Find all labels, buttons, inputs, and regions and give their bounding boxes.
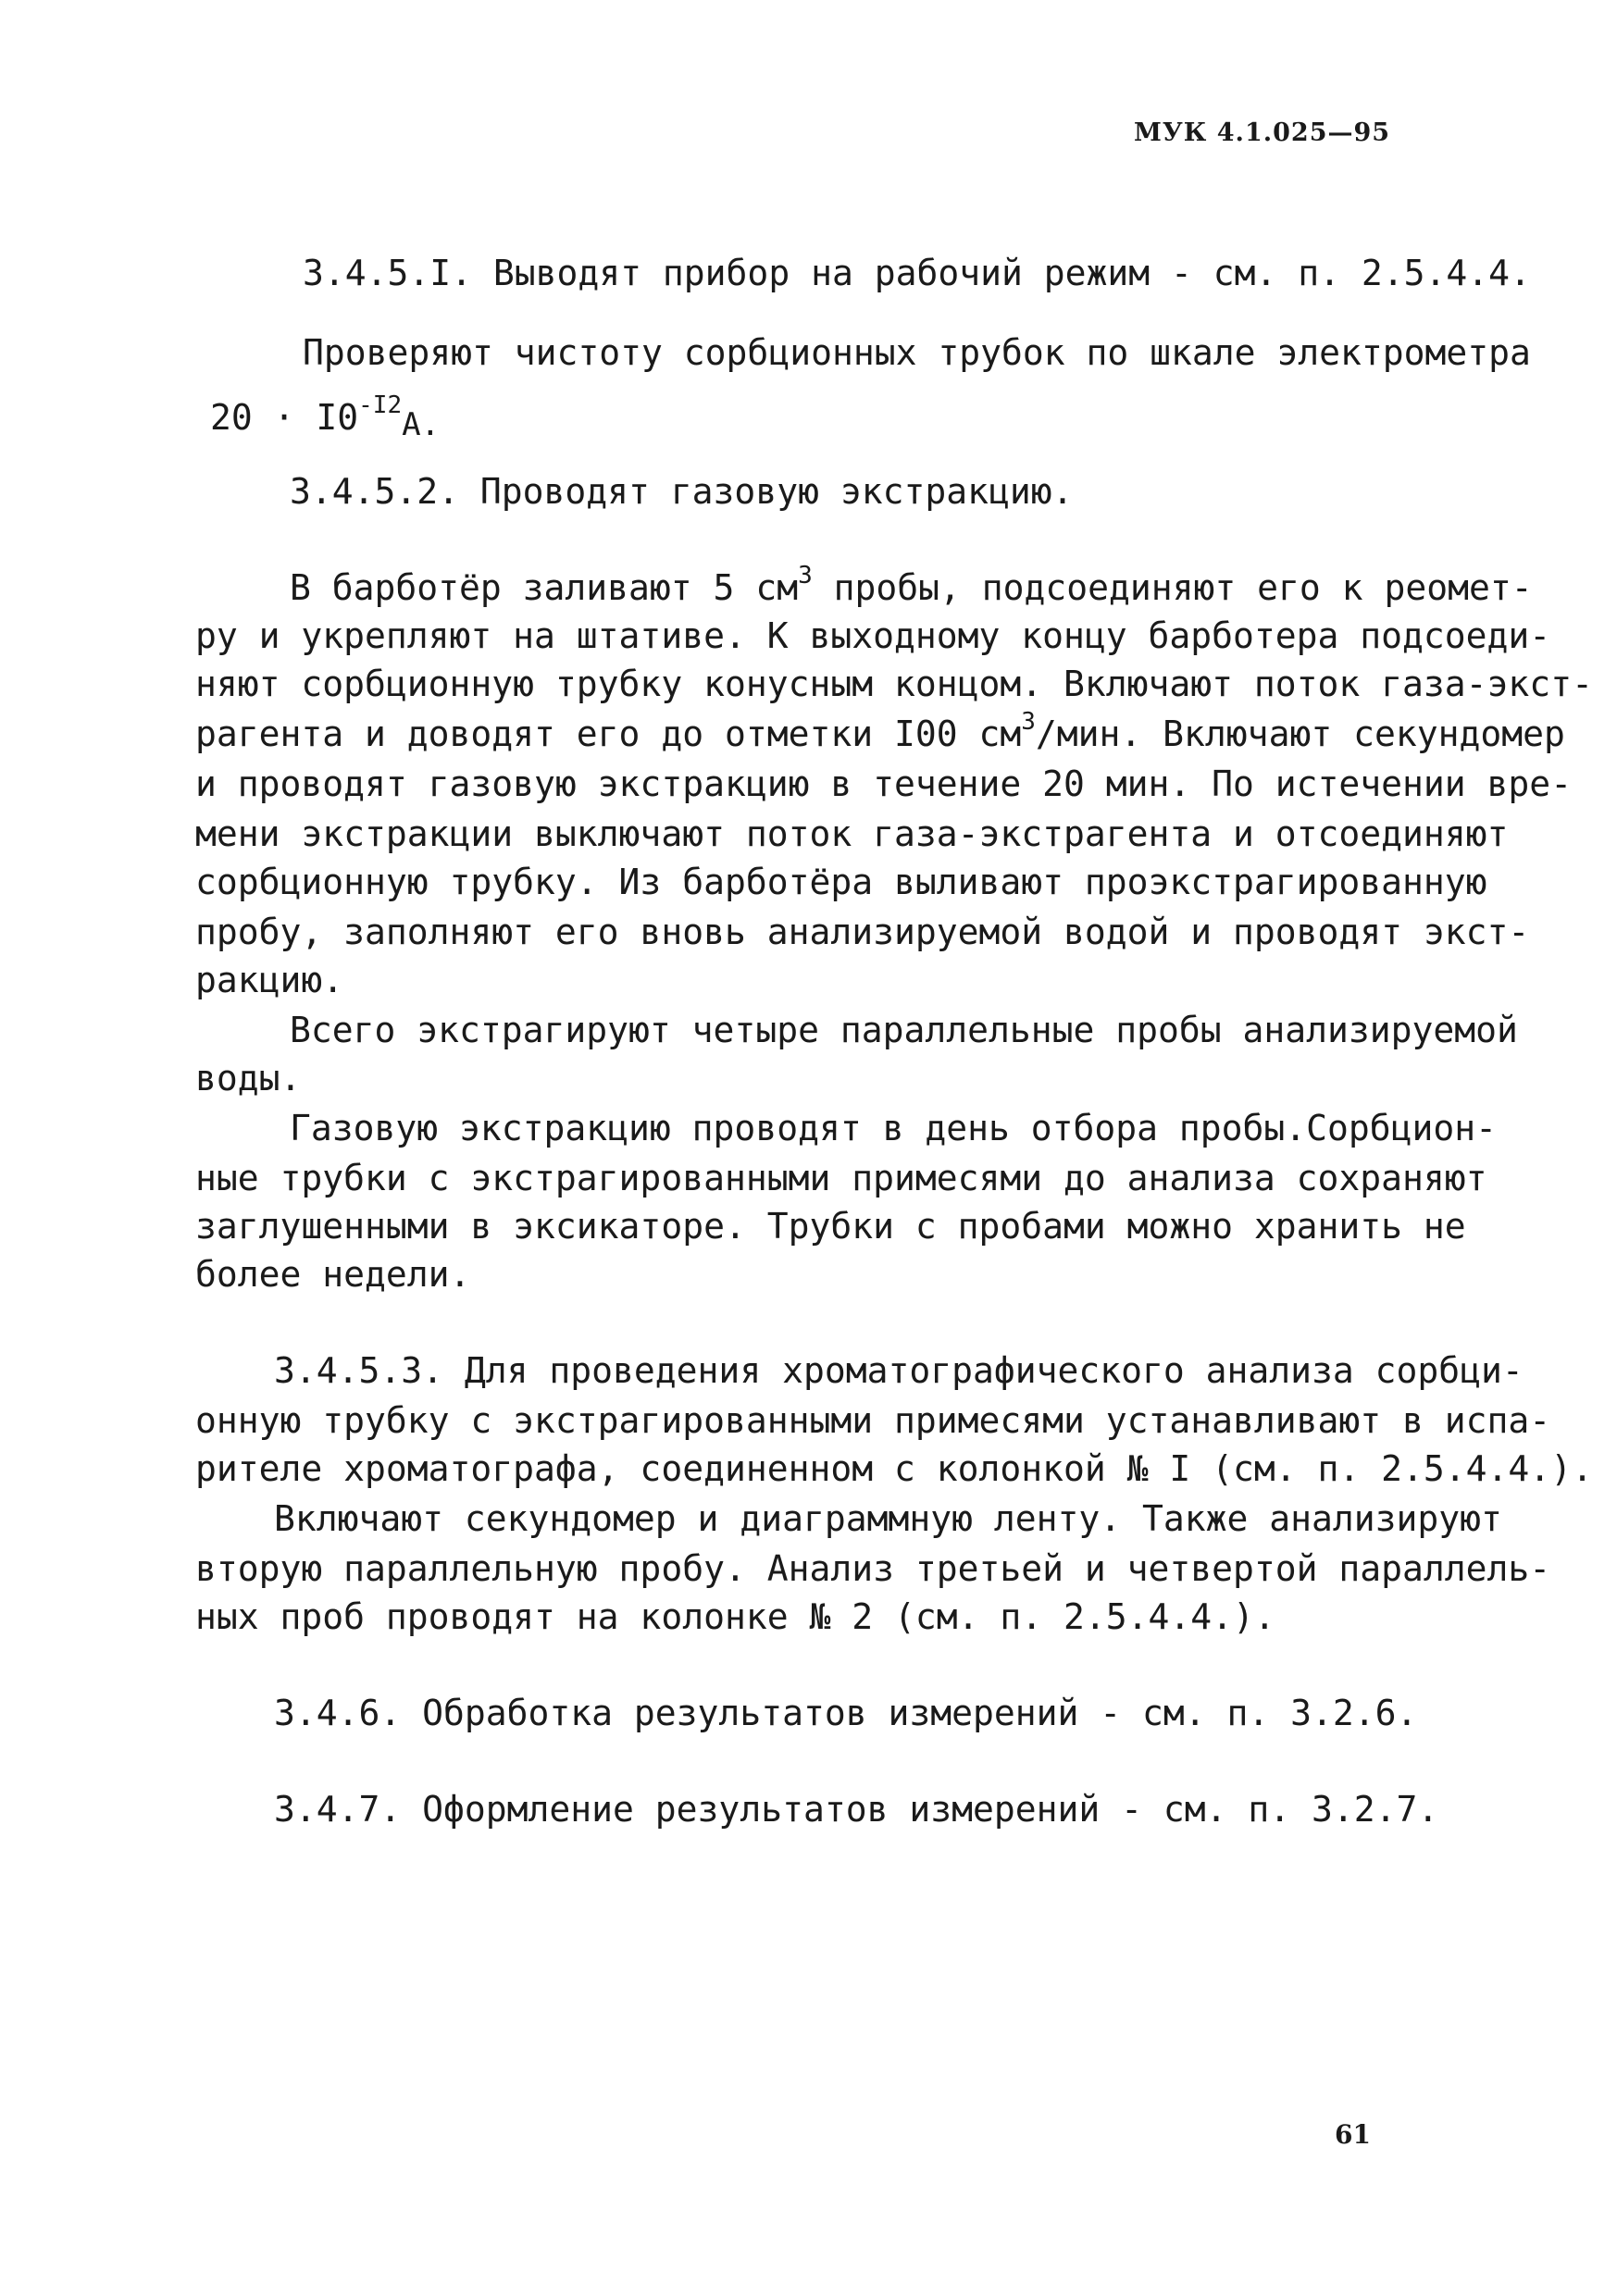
paragraph-line: сорбционную трубку. Из барботёра выливают проэкстрагированную <box>195 862 1487 902</box>
superscript: 3 <box>798 562 813 590</box>
document-code: МУК 4.1.025—95 <box>1134 118 1391 147</box>
paragraph-line: Всего экстрагируют четыре параллельные пробы анализируемой <box>290 1010 1518 1050</box>
text-span: В барботёр заливают 5 см <box>290 567 799 608</box>
paragraph-line: ные трубки с экстрагированными примесями до анализа сохраняют <box>195 1158 1487 1198</box>
paragraph-line: и проводят газовую экстракцию в течение 20 мин. По истечении вре- <box>195 763 1573 804</box>
section-346: 3.4.6. Обработка результатов измерений - см. п. 3.2.6. <box>274 1693 1418 1733</box>
section-3452-title: 3.4.5.2. Проводят газовую экстракцию. <box>290 471 1074 512</box>
paragraph-line: ных проб проводят на колонке № 2 (см. п. 2.5.4.4.). <box>195 1596 1275 1637</box>
paragraph-line: ракцию. <box>195 960 344 1000</box>
paragraph-line: воды. <box>195 1058 302 1098</box>
section-3453-line-1: 3.4.5.3. Для проведения хроматографического анализа сорбци- <box>274 1350 1524 1391</box>
paragraph-line: более недели. <box>195 1254 471 1295</box>
formula-unit: A. <box>402 406 441 443</box>
section-347: 3.4.7. Оформление результатов измерений - см. п. 3.2.7. <box>274 1789 1439 1830</box>
section-3451-line-1: 3.4.5.I. Выводят прибор на рабочий режим - см. п. 2.5.4.4. <box>303 253 1531 293</box>
section-3451-line-2: Проверяют чистоту сорбционных трубок по шкале электрометра <box>303 332 1531 373</box>
paragraph-line: Включают секундомер и диаграммную ленту. Также анализируют <box>274 1498 1502 1539</box>
formula-exponent: -I2 <box>358 391 403 419</box>
paragraph-line: онную трубку с экстрагированными примесями устанавливают в испа- <box>195 1400 1551 1441</box>
superscript: 3 <box>1021 708 1036 736</box>
text-span: рагента и доводят его до отметки I00 см <box>195 714 1022 754</box>
paragraph-line: заглушенными в эксикаторе. Трубки с пробами можно хранить не <box>195 1206 1466 1247</box>
paragraph-line: вторую параллельную пробу. Анализ третьей и четвертой параллель- <box>195 1548 1551 1589</box>
text-span: пробы, подсоединяют его к реомет- <box>812 567 1533 608</box>
paragraph-line: пробу, заполняют его вновь анализируемой водой и проводят экст- <box>195 912 1530 952</box>
paragraph-line <box>290 562 1533 609</box>
paragraph-line: ру и укрепляют на штативе. К выходному концу барботера подсоеди- <box>195 615 1551 656</box>
formula-line <box>210 391 441 446</box>
paragraph-line: мени экстракции выключают поток газа-экстрагента и отсоединяют <box>195 813 1509 854</box>
text-span: /мин. Включают секундомер <box>1035 714 1565 754</box>
paragraph-line: рителе хроматографа, соединенном с колонкой № I (см. п. 2.5.4.4.). <box>195 1448 1593 1489</box>
page-number: 61 <box>1335 2119 1371 2150</box>
paragraph-line <box>195 708 1565 755</box>
paragraph-line: няют сорбционную трубку конусным концом. Включают поток газа-экст- <box>195 664 1593 704</box>
formula-base: 20 · I0 <box>210 397 359 438</box>
paragraph-line: Газовую экстракцию проводят в день отбора пробы.Сорбцион- <box>290 1108 1498 1148</box>
